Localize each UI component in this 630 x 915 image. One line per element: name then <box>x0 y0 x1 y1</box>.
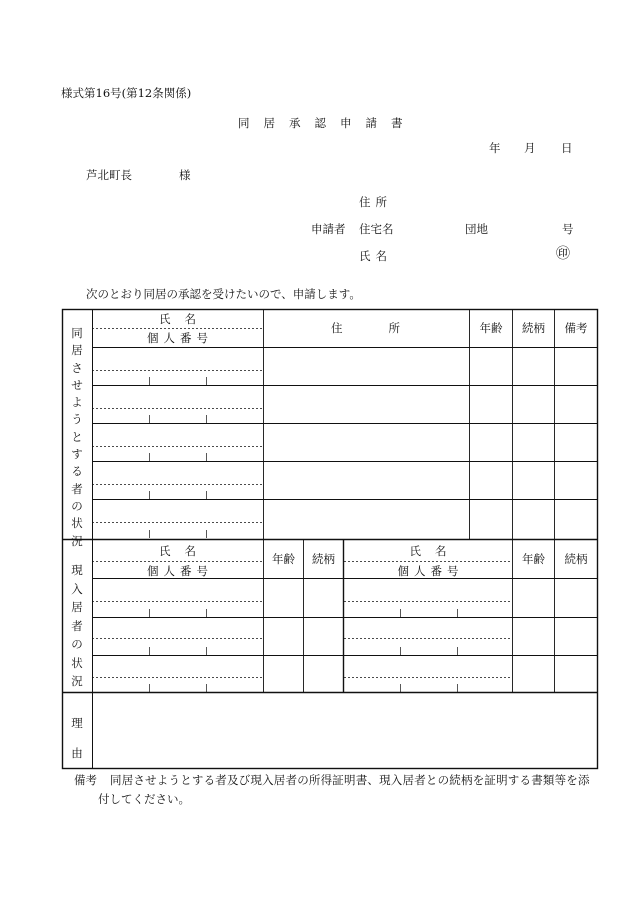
resident-age-header: 年齢 <box>272 552 295 566</box>
cohabitant-relation-header: 続柄 <box>522 321 545 335</box>
applicant-number-label: 号 <box>562 222 574 236</box>
cohabitant-address-header: 住所 <box>331 321 446 335</box>
cohabitant-age-header: 年齢 <box>479 321 503 335</box>
date-year-label: 年 <box>489 141 501 155</box>
resident-age-header-2: 年齢 <box>522 552 545 566</box>
applicant-address-label: 住所 <box>359 195 392 209</box>
note-line-1: 同居させようとする者及び現入居者の所得証明書、現入居者との続柄を証明する書類等を添 <box>110 773 590 787</box>
cohabitant-section-label: 同居させようとする者の状況 <box>71 326 83 548</box>
reason-input-area[interactable] <box>93 693 596 767</box>
form-number: 様式第16号(第12条関係) <box>61 86 192 100</box>
resident-my-number-header-2: 個人番号 <box>397 564 464 578</box>
cohabitant-name-header: 氏名 <box>159 312 210 326</box>
resident-name-header-2: 氏名 <box>409 544 461 558</box>
resident-section-label: 現入居者の状況 <box>71 563 83 688</box>
intro-text: 次のとおり同居の承認を受けたいので、申請します。 <box>86 287 361 301</box>
resident-relation-header-2: 続柄 <box>564 552 588 566</box>
cohabitant-remarks-header: 備考 <box>564 321 588 335</box>
applicant-danchi-label: 団地 <box>465 222 488 236</box>
resident-my-number-header: 個人番号 <box>147 564 213 578</box>
date-month-label: 月 <box>524 141 536 155</box>
applicant-housing-label: 住宅名 <box>359 222 394 236</box>
reason-section-label: 理由 <box>71 716 83 760</box>
date-day-label: 日 <box>561 141 573 155</box>
applicant-name-label: 氏名 <box>359 249 392 263</box>
applicant-label: 申請者 <box>311 222 346 236</box>
note-line-2: 付してください。 <box>98 792 190 806</box>
form-title: 同居承認申請書 <box>238 116 417 130</box>
seal-mark: ㊞ <box>556 246 570 262</box>
addressee-honorific: 様 <box>179 168 191 182</box>
cohabitant-my-number-header: 個人番号 <box>147 331 213 345</box>
resident-relation-header: 続柄 <box>312 552 335 566</box>
addressee-name: 芦北町長 <box>86 168 132 182</box>
resident-name-header: 氏名 <box>159 544 210 558</box>
note-label: 備考 <box>74 773 97 787</box>
